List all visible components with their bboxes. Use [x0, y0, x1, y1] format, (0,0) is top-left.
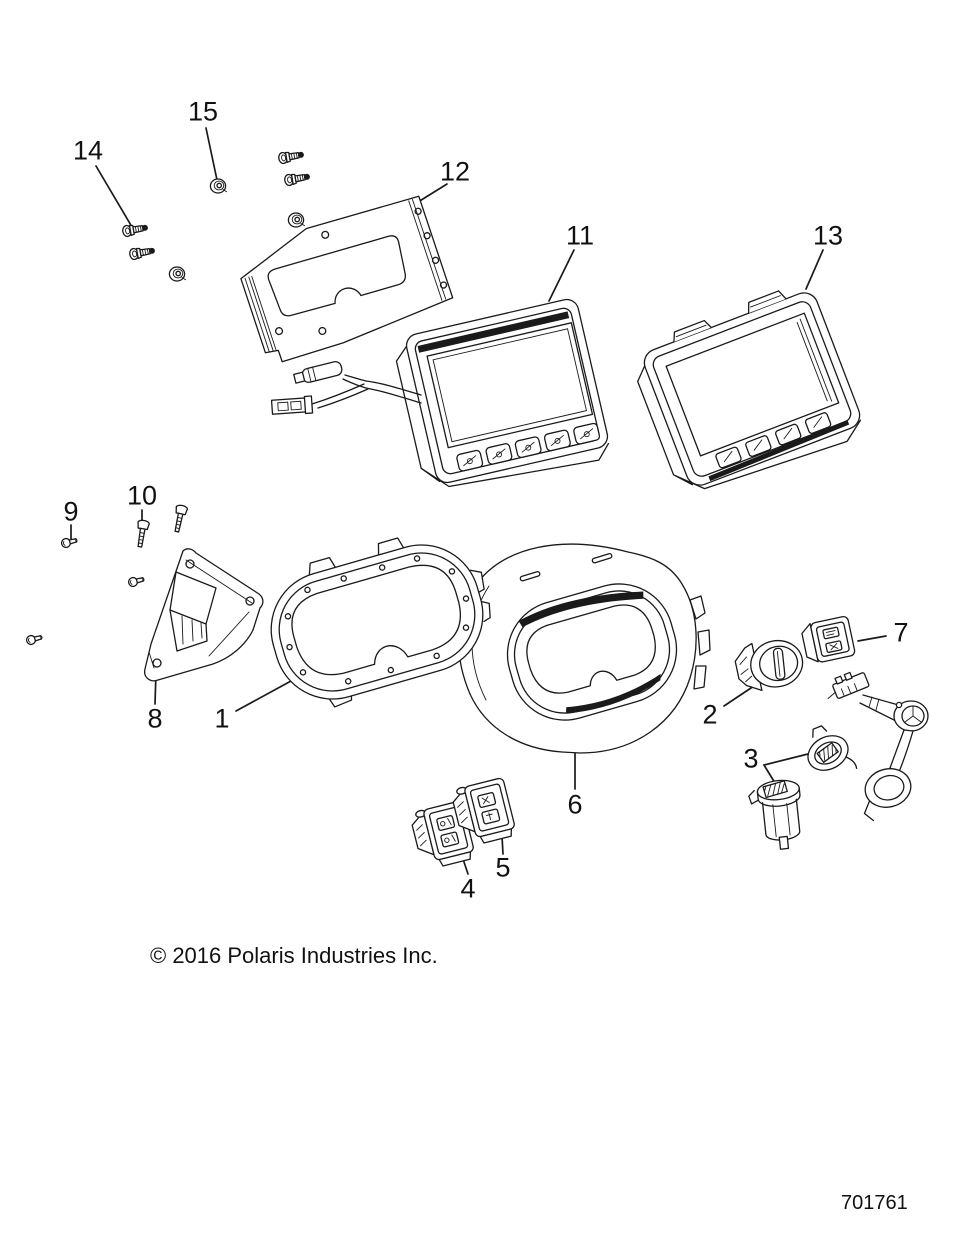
part-13-display-gauge-drawing	[626, 279, 868, 503]
callout-label-9: 9	[63, 496, 79, 527]
leader-lines	[71, 128, 886, 874]
callout-label-6: 6	[567, 789, 583, 820]
part-2-key-switch-drawing	[732, 634, 807, 695]
callout-label-15: 15	[187, 96, 219, 127]
callout-label-4: 4	[460, 873, 476, 904]
callout-label-10: 10	[126, 480, 158, 511]
callout-label-2: 2	[702, 699, 718, 730]
screw-set-item-14	[122, 149, 311, 260]
part-6-gauge-pod-drawing	[459, 544, 710, 753]
copyright-text: © 2016 Polaris Industries Inc.	[150, 943, 438, 968]
callout-label-7: 7	[893, 617, 909, 648]
callout-label-8: 8	[147, 703, 163, 734]
part-7-rocker-switch-drawing	[800, 616, 855, 665]
callout-label-12: 12	[439, 156, 471, 187]
part-3-power-outlet-drawing	[747, 718, 859, 851]
part-8-mount-bracket-drawing	[145, 549, 263, 681]
callout-label-3: 3	[743, 743, 759, 774]
callout-label-5: 5	[495, 852, 511, 883]
callout-label-1: 1	[214, 703, 230, 734]
part-number-text: 701761	[841, 1192, 908, 1214]
callout-label-11: 11	[565, 220, 595, 251]
callout-label-14: 14	[72, 135, 104, 166]
callout-label-13: 13	[812, 220, 844, 251]
screw-set-item-9	[26, 536, 145, 646]
